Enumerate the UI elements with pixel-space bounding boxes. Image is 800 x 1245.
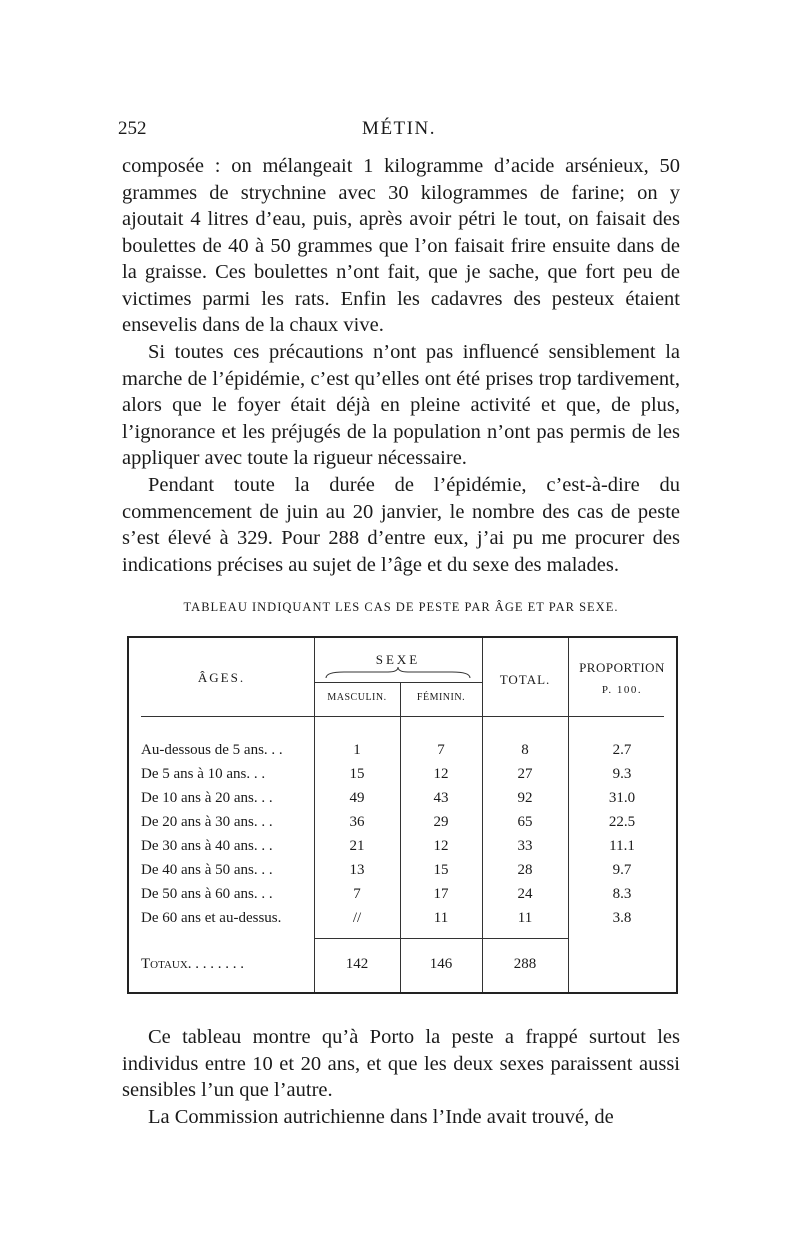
cell-proportion: 9.7 [612,862,632,878]
paragraph-4: Ce tableau montre qu’à Porto la peste a frappé surtout les individus entre 10 et 20 ans, et que les deux sexes paraissent aussi sensibles l’un que l’autre. [122,1026,680,1101]
cell-proportion: 2.7 [612,742,632,758]
total-feminin: 146 [429,956,453,972]
header-per-100: P. 100. [601,684,643,696]
cell-proportion: 3.8 [612,910,632,926]
table-caption: TABLEAU INDIQUANT LES CAS DE PESTE PAR ÂGE ET PAR SEXE. [183,600,619,614]
totals-rule [314,938,568,939]
cell-masculin: 13 [349,862,365,878]
grand-total: 288 [513,956,537,972]
cell-feminin: 17 [433,886,449,902]
table-row [129,742,676,766]
cell-age: De 60 ans et au-dessus. [141,910,282,926]
cell-masculin: 49 [349,790,365,806]
paragraph-1: composée : on mélangeait 1 kilogramme d’acide arsénieux, 50 grammes de strychnine avec 30 kilogrammes de farine; on y ajoutait 4 litres d’eau, puis, après avoir pétri le tout, on faisait des boulettes de 40 à 50 grammes que l’on faisait frire ensuite dans de la graisse. Ces boulettes n’ont fait, que je sache, que fort peu de victimes parmi les rats. Enfin les cadavres des pesteux étaient ensevelis dans de la chaux vive. [122,155,680,336]
table-row [129,766,676,790]
cell-proportion: 31.0 [608,790,636,806]
header-proportion: PROPORTION [579,660,665,675]
cell-feminin: 7 [437,742,445,758]
table-row [129,862,676,886]
brace-icon [324,666,472,680]
cell-total: 11 [517,910,533,926]
cell-masculin: 15 [349,766,365,782]
cell-feminin: 29 [433,814,449,830]
cell-masculin: 7 [353,886,361,902]
cell-proportion: 22.5 [608,814,636,830]
cell-total: 28 [517,862,533,878]
cell-masculin: 21 [349,838,365,854]
header-masculin: MASCULIN. [327,692,387,703]
page-number: 252 [118,118,147,139]
cell-feminin: 12 [433,766,449,782]
table-row [129,910,676,934]
paragraph-5: La Commission autrichienne dans l’Inde avait trouvé, de [148,1106,614,1128]
cell-masculin: // [352,910,362,926]
cell-total: 27 [517,766,533,782]
cell-total: 65 [517,814,533,830]
cell-feminin: 11 [433,910,449,926]
cell-age: Au-dessous de 5 ans. . . [141,742,283,758]
totals-row [129,956,676,980]
cell-age: De 40 ans à 50 ans. . . [141,862,273,878]
totals-label: Totaux. . . . . . . . [141,956,245,972]
cell-age: De 30 ans à 40 ans. . . [141,838,273,854]
page-header [118,118,680,140]
cell-total: 33 [517,838,533,854]
cell-proportion: 9.3 [612,766,632,782]
table-row [129,838,676,862]
table-row [129,814,676,838]
running-title: MÉTIN. [362,118,436,139]
paragraph-3: Pendant toute la durée de l’épidémie, c’est-à-dire du commencement de juin au 20 janvier, le nombre des cas de peste s’est élevé à 329. Pour 288 d’entre eux, j’ai pu me procurer des indications précises au sujet de l’âge et du sexe des malades. [122,474,680,576]
header-rule [141,716,664,717]
cell-age: De 5 ans à 10 ans. . . [141,766,266,782]
cell-total: 24 [517,886,533,902]
cell-feminin: 15 [433,862,449,878]
cell-age: De 20 ans à 30 ans. . . [141,814,273,830]
header-ages: ÂGES. [197,670,246,685]
cell-masculin: 36 [349,814,365,830]
table-row [129,790,676,814]
paragraph-2: Si toutes ces précautions n’ont pas influencé sensiblement la marche de l’épidémie, c’est qu’elles ont été prises trop tardivement, alors que le foyer était déjà en pleine activité et que, de plus, l’ignorance et les préjugés de la population n’ont pas permis de les appliquer avec toute la rigueur nécessaire. [122,341,680,469]
cell-total: 8 [521,742,529,758]
cell-age: De 50 ans à 60 ans. . . [141,886,273,902]
data-table [127,636,678,994]
cell-feminin: 12 [433,838,449,854]
cell-proportion: 8.3 [612,886,632,902]
cell-masculin: 1 [353,742,361,758]
cell-total: 92 [517,790,533,806]
header-sexe: SEXE [375,652,421,667]
cell-age: De 10 ans à 20 ans. . . [141,790,273,806]
header-feminin: FÉMININ. [416,692,466,703]
row-divider [314,682,482,683]
header-total: TOTAL. [499,672,551,687]
total-masculin: 142 [345,956,369,972]
table-row [129,886,676,910]
cell-proportion: 11.1 [609,838,635,854]
cell-feminin: 43 [433,790,449,806]
